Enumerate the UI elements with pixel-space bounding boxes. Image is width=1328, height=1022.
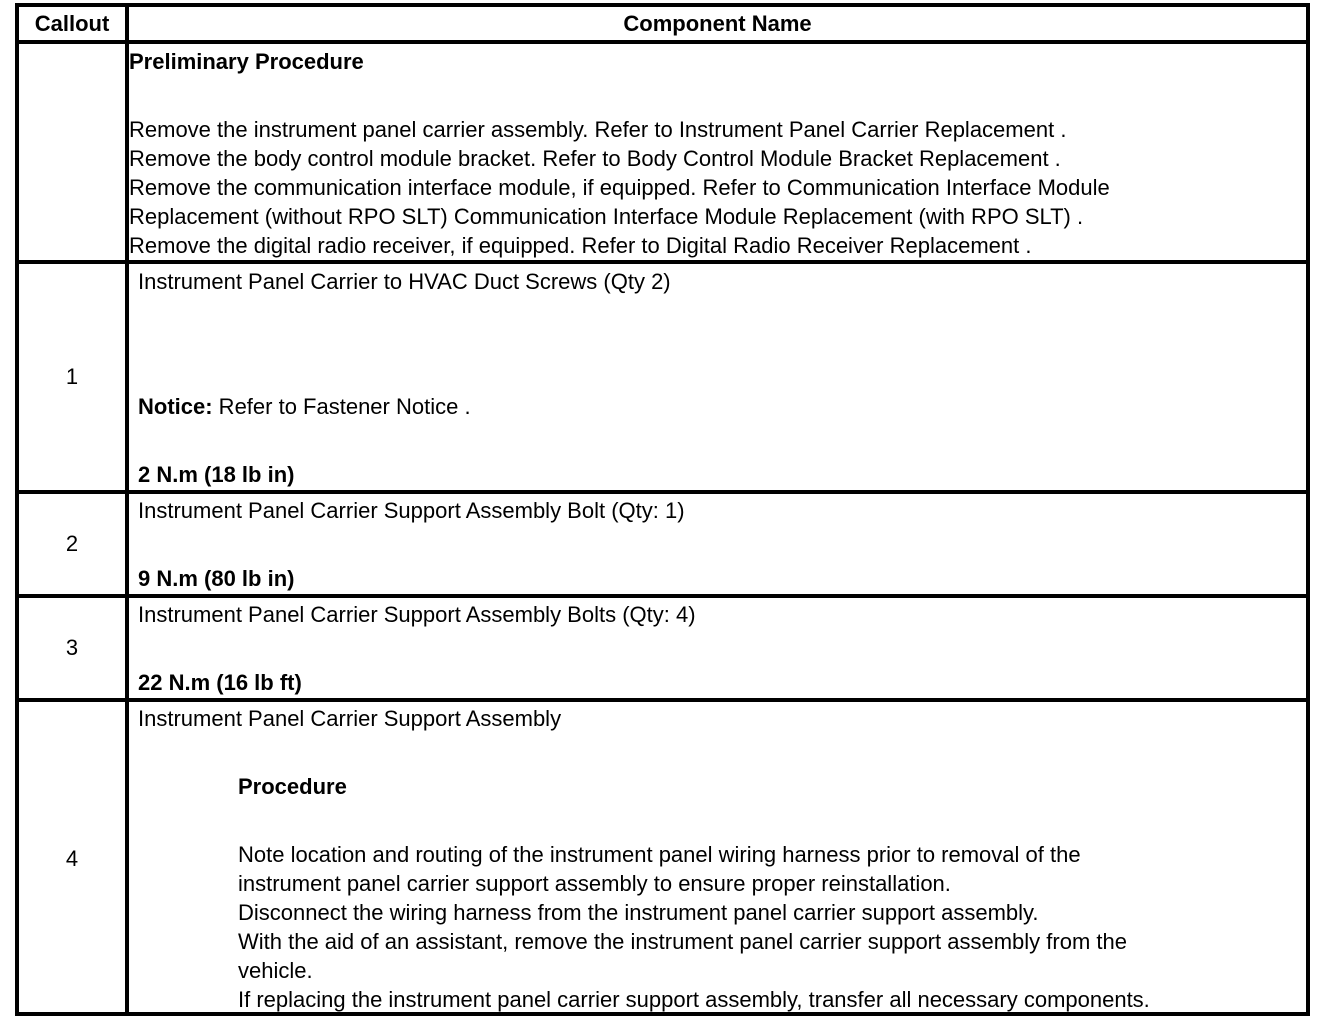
callout-number: 3 bbox=[65, 635, 79, 660]
procedure-step: With the aid of an assistant, remove the instrument panel carrier support assembly from the bbox=[238, 929, 1127, 954]
header-component-name: Component Name bbox=[623, 11, 812, 36]
procedure-step: vehicle. bbox=[238, 958, 313, 983]
procedure-step: Note location and routing of the instrument panel wiring harness prior to removal of the bbox=[238, 842, 1081, 867]
procedure-step: Disconnect the wiring harness from the instrument panel carrier support assembly. bbox=[238, 900, 1039, 925]
table-row bbox=[19, 702, 1306, 1016]
preliminary-step: Replacement (without RPO SLT) Communication Interface Module Replacement (with RPO SLT) . bbox=[129, 204, 1084, 229]
torque-spec: 9 N.m (80 lb in) bbox=[138, 566, 295, 591]
procedure-step: instrument panel carrier support assembly to ensure proper reinstallation. bbox=[238, 871, 951, 896]
table-row bbox=[19, 494, 1306, 594]
notice bbox=[138, 392, 471, 421]
preliminary-step: Remove the digital radio receiver, if equipped. Refer to Digital Radio Receiver Replacement . bbox=[129, 233, 1032, 258]
callout-number: 4 bbox=[65, 846, 79, 871]
header-callout: Callout bbox=[34, 10, 110, 36]
torque-spec: 22 N.m (16 lb ft) bbox=[138, 670, 302, 695]
preliminary-step: Remove the communication interface module, if equipped. Refer to Communication Interface Module bbox=[129, 175, 1110, 200]
component-table bbox=[15, 3, 1310, 1016]
component-name: Instrument Panel Carrier Support Assembly Bolt (Qty: 1) bbox=[138, 498, 685, 523]
table-row bbox=[19, 598, 1306, 698]
procedure-step: If replacing the instrument panel carrier support assembly, transfer all necessary components. bbox=[238, 987, 1150, 1012]
preliminary-row bbox=[19, 44, 1306, 260]
preliminary-step: Remove the body control module bracket. Refer to Body Control Module Bracket Replacement . bbox=[129, 146, 1061, 171]
component-name: Instrument Panel Carrier to HVAC Duct Screws (Qty 2) bbox=[138, 269, 671, 294]
torque-spec: 2 N.m (18 lb in) bbox=[138, 462, 295, 487]
notice-text: Refer to Fastener Notice . bbox=[212, 394, 471, 419]
component-name: Instrument Panel Carrier Support Assembly bbox=[138, 706, 562, 731]
callout-number: 1 bbox=[65, 364, 79, 389]
notice-label: Notice: bbox=[138, 394, 213, 419]
header-row bbox=[19, 7, 1306, 40]
preliminary-title: Preliminary Procedure bbox=[129, 49, 364, 74]
callout-number: 2 bbox=[65, 531, 79, 556]
table-row bbox=[19, 264, 1306, 490]
preliminary-step: Remove the instrument panel carrier assembly. Refer to Instrument Panel Carrier Replacement . bbox=[129, 117, 1067, 142]
procedure-title: Procedure bbox=[238, 774, 347, 799]
component-name: Instrument Panel Carrier Support Assembly Bolts (Qty: 4) bbox=[138, 602, 696, 627]
